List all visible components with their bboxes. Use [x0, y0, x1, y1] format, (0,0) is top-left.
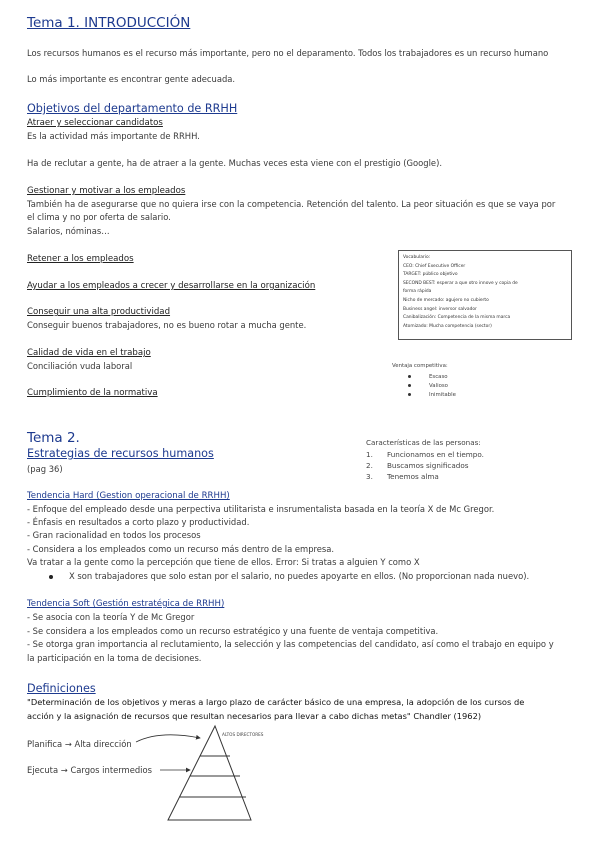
vocabulario-line: CEO: Chief Executive Officer [403, 263, 466, 269]
tema2-subtitle: Estrategias de recursos humanos [27, 447, 214, 460]
hard-line-4: - Considera a los empleados como un recurso más dentro de la empresa. [27, 544, 335, 554]
vocabulario-title: Vocabulario: [403, 255, 431, 260]
gestionar-line-2: el clima y no por oferta de salario. [27, 212, 171, 222]
vocabulario-line: forma rápida [403, 289, 432, 295]
vocabulario-line: Nicho de mercado: agujero no cubierto [403, 297, 489, 303]
soft-line-3: - Se otorga gran importancia al reclutamiento, la selección y las competencias del candidato, así como el trabajo en equipo y [27, 639, 554, 649]
vocabulario-line: Business angel: inversor salvador [403, 306, 477, 312]
pyramid-diagram [130, 720, 290, 830]
productividad-title: Conseguir una alta productividad [27, 307, 171, 317]
soft-title: Tendencia Soft (Gestión estratégica de RRHH) [27, 599, 225, 609]
pyramid-label: ALTOS DIRECTORES [222, 732, 264, 737]
vocabulario-line: SECOND BEST: esperar a que otro innove y copia de [403, 280, 518, 286]
gestionar-line-1: También ha de asegurarse que no quiera irse con la competencia. Retención del talento. La peor situación es que se vaya por [27, 199, 556, 209]
planifica-line: Planifica → Alta dirección [27, 739, 132, 749]
hard-line-2: - Énfasis en resultados a corto plazo y productividad. [27, 517, 250, 527]
caracteristicas-item: 2. Buscamos significados [366, 461, 469, 470]
cumplimiento-title: Cumplimiento de la normativa [27, 388, 158, 398]
quote-line-1: "Determinación de los objetivos y meras a largo plazo de carácter básico de una empresa, la adopción de los cursos de [27, 697, 525, 707]
atraer-title: Atraer y seleccionar candidatos [27, 118, 163, 128]
atraer-line-2: Ha de reclutar a gente, ha de atraer a la gente. Muchas veces esta viene con el prestigio (Google). [27, 158, 443, 168]
soft-line-1: - Se asocia con la teoría Y de Mc Gregor [27, 612, 195, 622]
hard-line-3: - Gran racionalidad en todos los procesos [27, 530, 201, 540]
ventaja-item: Valioso [408, 383, 448, 389]
ventaja-item: Escaso [408, 374, 448, 380]
vocabulario-line: TARGET: público objetivo [403, 272, 458, 278]
bullet-icon [408, 393, 411, 396]
bullet-icon [408, 384, 411, 387]
tema1-title: Tema 1. INTRODUCCIÓN [27, 15, 191, 31]
calidad-line-1: Conciliación vuda laboral [27, 361, 133, 371]
definiciones-heading: Definiciones [27, 682, 96, 695]
atraer-line-1: Es la actividad más importante de RRHH. [27, 131, 200, 141]
soft-line-4: la participación en la toma de decisiones. [27, 653, 202, 663]
gestionar-line-3: Salarios, nóminas… [27, 226, 110, 236]
retener-title: Retener a los empleados [27, 254, 134, 264]
vocabulario-line: Atomizado: Mucha competencia (sector) [403, 323, 492, 329]
ayudar-title: Ayudar a los empleados a crecer y desarrollarse en la organización [27, 281, 316, 291]
caracteristicas-title: Características de las personas: [366, 438, 481, 447]
vocabulario-box [398, 250, 572, 340]
ejecuta-line: Ejecuta → Cargos intermedios [27, 765, 152, 775]
intro-line-2: Lo más importante es encontrar gente adecuada. [27, 74, 236, 84]
soft-line-2: - Se considera a los empleados como un recurso estratégico y una fuente de ventaja competitiva. [27, 626, 439, 636]
tema2-title: Tema 2. [27, 430, 80, 446]
caracteristicas-item: 3. Tenemos alma [366, 472, 439, 481]
hard-title: Tendencia Hard (Gestion operacional de RRHH) [27, 491, 230, 501]
vocabulario-line: Canibalización: Competencia de la misma marca [403, 315, 511, 321]
hard-bullet: X son trabajadores que solo estan por el salario, no puedes apoyarte en ellos. (No proporcionan nada nuevo). [49, 571, 529, 581]
tema2-pag: (pag 36) [27, 464, 63, 474]
calidad-title: Calidad de vida en el trabajo [27, 348, 151, 358]
hard-line-5: Va tratar a la gente como la percepción que tiene de ellos. Error: Si tratas a alguien Y como X [27, 557, 420, 567]
ventaja-item: Inimitable [408, 392, 456, 398]
bullet-icon [408, 375, 411, 378]
quote-line-2: acción y la asignación de recursos que resultan necesarios para llevar a cabo dichas metas" Chandler (1962) [27, 711, 482, 721]
hard-line-1: - Enfoque del empleado desde una perpectiva utilitarista e insrumentalista basada en la teoría X de Mc Gregor. [27, 504, 495, 514]
pyramid-shape [168, 726, 251, 820]
gestionar-title: Gestionar y motivar a los empleados [27, 186, 186, 196]
ventaja-title: Ventaja competitiva: [392, 363, 448, 369]
intro-line-1: Los recursos humanos es el recurso más importante, pero no el deparamento. Todos los trabajadores es un recurso humano [27, 48, 549, 58]
bullet-icon [49, 575, 53, 579]
productividad-line-1: Conseguir buenos trabajadores, no es bueno rotar a mucha gente. [27, 320, 307, 330]
arrow-planifica-icon [136, 735, 200, 742]
objetivos-heading: Objetivos del departamento de RRHH [27, 102, 238, 115]
caracteristicas-item: 1. Funcionamos en el tiempo. [366, 450, 484, 459]
